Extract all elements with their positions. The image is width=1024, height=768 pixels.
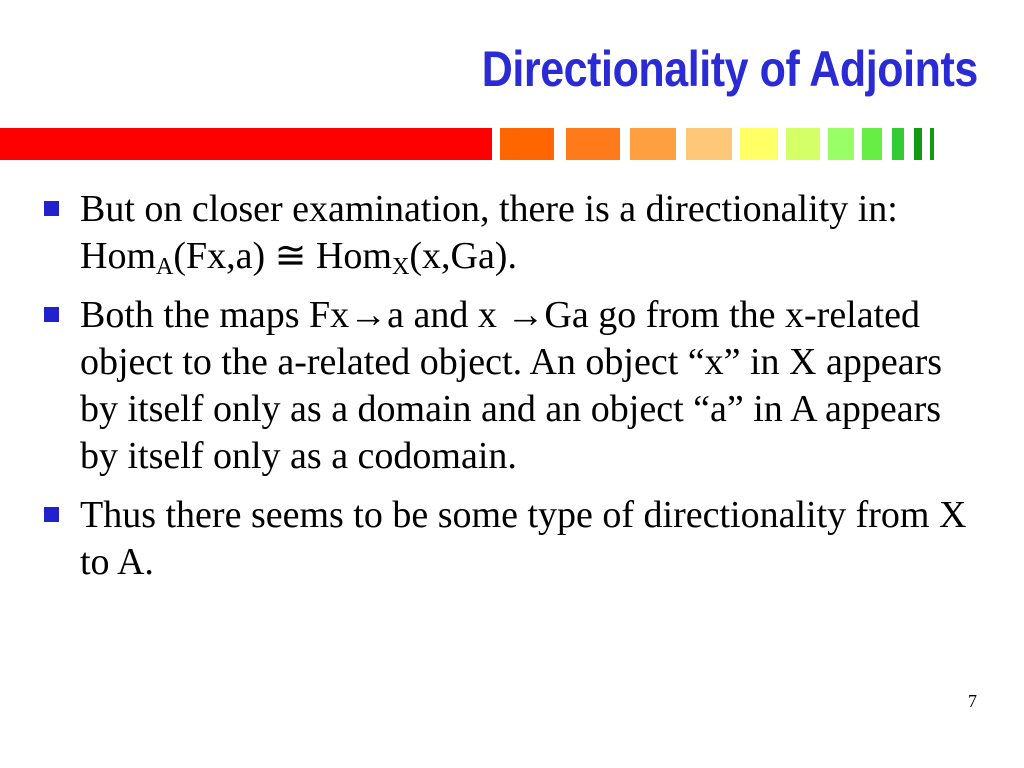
slide-body (44, 186, 974, 598)
gradient-block (786, 128, 820, 160)
bullet-text: Both the maps Fx→a and x →Ga go from the x-related object to the a-related object. An object “x” in X appears by itself only as a domain and an object “a” in A appears by itself only as a codomain. (80, 294, 943, 477)
bullet-text: Thus there seems to be some type of directionality from X to A. (80, 494, 967, 583)
red-title-bar (0, 128, 492, 160)
gradient-block (500, 128, 554, 160)
bullet-square-icon (44, 201, 59, 216)
gradient-block (930, 128, 934, 160)
bullet-text: (x,Ga). (409, 235, 517, 277)
gradient-block (630, 128, 676, 160)
subscript: X (392, 254, 410, 280)
bullet-text: (Fx,a) ≅ Hom (173, 235, 392, 277)
subscript: A (156, 254, 174, 280)
bullet-text: But on closer examination, there is a directionality in: Hom (80, 188, 898, 277)
gradient-block (740, 128, 778, 160)
gradient-block (914, 128, 922, 160)
gradient-block (892, 128, 904, 160)
gradient-block (862, 128, 882, 160)
bullet-item (44, 492, 974, 586)
bullet-item (44, 186, 974, 280)
slide-title: Directionality of Adjoints (481, 41, 978, 97)
gradient-block (828, 128, 854, 160)
bullet-list (44, 186, 974, 586)
gradient-block (686, 128, 732, 160)
bullet-square-icon (44, 507, 59, 522)
gradient-block (566, 128, 620, 160)
bullet-square-icon (44, 307, 59, 322)
page-number: 7 (968, 691, 977, 711)
bullet-item (44, 292, 974, 480)
